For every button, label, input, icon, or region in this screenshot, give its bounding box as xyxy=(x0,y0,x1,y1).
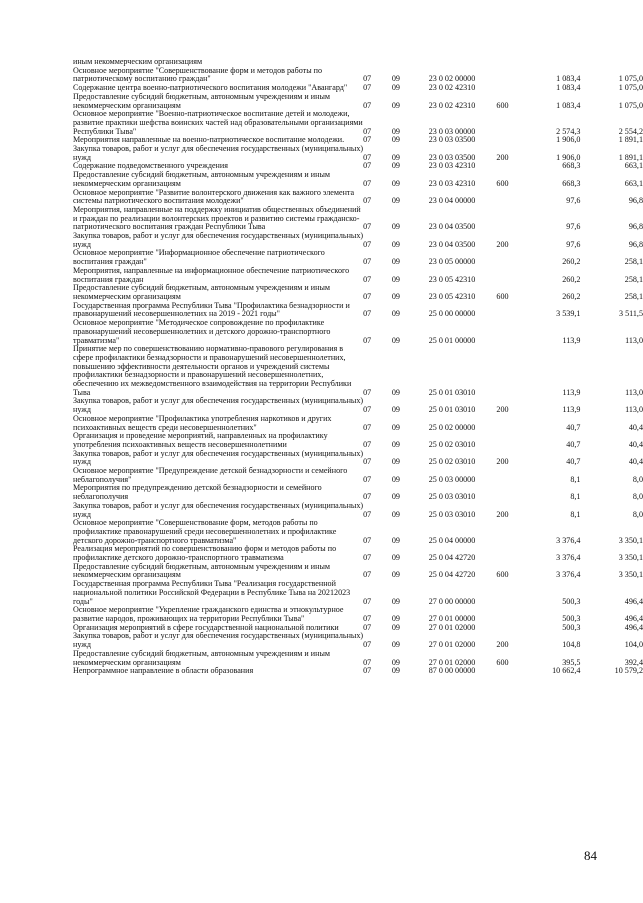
row-name-cell: Основное мероприятие "Совершенствование форм, методов работы по профилактике правонарушений среди несовершеннолетних и профилактике детского дорожно-транспортного травматизма" xyxy=(73,518,337,545)
row-section-cell: 07 xyxy=(363,622,372,632)
row-expense-type-cell xyxy=(496,545,521,562)
row-amount-approved-cell: 500,3 xyxy=(562,596,581,606)
row-amount-executed-cell: 113,0 xyxy=(625,387,643,397)
row-section-cell: 07 xyxy=(363,274,372,284)
row-section-cell: 07 xyxy=(363,422,372,432)
table-row xyxy=(73,467,643,484)
row-amount-executed-cell: 496,4 xyxy=(624,614,643,623)
row-amount-approved-cell: 1 083,4 xyxy=(556,83,581,93)
row-section-cell: 07 xyxy=(363,439,372,449)
row-expense-type-cell xyxy=(496,84,521,93)
row-amount-approved-cell: 40,7 xyxy=(566,439,581,449)
row-amount-executed-cell: 1 891,1 xyxy=(618,135,643,145)
table-row xyxy=(73,284,643,301)
table-row xyxy=(73,545,643,562)
row-amount-executed-cell: 663,1 xyxy=(624,161,643,171)
row-subsection-cell: 09 xyxy=(391,274,400,284)
row-expense-type-cell: 200 xyxy=(496,405,509,415)
row-expense-type-cell xyxy=(496,58,521,67)
row-amount-executed-cell: 8,0 xyxy=(632,509,643,519)
row-target-article-cell: 23 0 02 42310 xyxy=(428,100,476,110)
row-section-cell: 07 xyxy=(363,100,372,110)
row-name-cell: Предоставление субсидий бюджетным, автономным учреждениям и иным некоммерческим организациям xyxy=(73,648,331,667)
row-expense-type-cell xyxy=(496,606,521,623)
row-amount-executed-cell: 3 350,1 xyxy=(618,570,643,580)
row-subsection-cell: 09 xyxy=(391,596,400,606)
row-name-cell: Мероприятия направленные на военно-патриотическое воспитание молодежи. xyxy=(73,135,345,145)
row-amount-approved-cell: 3 539,1 xyxy=(556,309,581,319)
row-target-article-cell: 23 0 02 00000 xyxy=(428,74,476,84)
row-subsection-cell: 09 xyxy=(391,161,400,171)
row-expense-type-cell xyxy=(496,206,521,232)
row-subsection-cell: 09 xyxy=(391,614,400,623)
table-row xyxy=(73,319,643,345)
row-section-cell: 07 xyxy=(363,161,372,171)
row-subsection-cell: 09 xyxy=(391,535,400,545)
row-name-cell: Предоставление субсидий бюджетным, автономным учреждениям и иным некоммерческим организациям xyxy=(73,170,331,188)
row-amount-approved-cell: 668,3 xyxy=(562,178,581,188)
row-subsection-cell: 09 xyxy=(391,335,400,345)
row-amount-approved-cell: 97,6 xyxy=(566,239,581,249)
row-expense-type-cell xyxy=(496,249,521,266)
row-target-article-cell: 25 0 01 00000 xyxy=(428,335,476,345)
row-section-cell: 07 xyxy=(363,152,372,162)
row-amount-executed-cell: 1 075,0 xyxy=(618,100,643,110)
row-amount-approved-cell: 1 906,0 xyxy=(556,152,581,162)
row-amount-executed-cell: 40,4 xyxy=(628,439,643,449)
row-target-article-cell: 25 0 04 00000 xyxy=(428,535,476,545)
row-expense-type-cell xyxy=(496,519,521,545)
row-target-article-cell: 23 0 05 42310 xyxy=(428,291,476,301)
row-name-cell: Основное мероприятие "Информационное обеспечение патриотического воспитания граждан" xyxy=(73,248,325,267)
row-section-cell: 07 xyxy=(363,553,372,563)
row-target-article-cell: 23 0 04 00000 xyxy=(428,196,476,206)
row-target-article-cell: 25 0 03 03010 xyxy=(428,509,476,519)
row-target-article-cell: 23 0 03 42310 xyxy=(428,178,476,188)
row-amount-approved-cell: 113,9 xyxy=(562,387,581,397)
row-name-cell: Реализация мероприятий по совершенствованию форм и методов работы по профилактике детского дорожно-транспортного травматизма xyxy=(73,544,337,563)
row-target-article-cell: 27 0 01 02000 xyxy=(428,622,476,632)
row-amount-approved-cell: 260,2 xyxy=(562,257,581,267)
row-amount-approved-cell: 3 376,4 xyxy=(556,553,581,563)
row-subsection-cell: 09 xyxy=(391,291,400,301)
page-number: 84 xyxy=(584,848,597,863)
row-expense-type-cell: 200 xyxy=(496,509,509,519)
row-expense-type-cell xyxy=(496,302,521,319)
row-subsection-cell: 09 xyxy=(391,178,400,188)
row-section-cell: 07 xyxy=(363,387,372,397)
row-target-article-cell xyxy=(429,58,497,67)
row-expense-type-cell: 600 xyxy=(496,291,509,301)
row-amount-executed-cell: 10 579,2 xyxy=(614,666,643,676)
table-row xyxy=(73,580,643,606)
table-row xyxy=(73,667,643,676)
table-row xyxy=(73,632,643,649)
row-expense-type-cell: 200 xyxy=(496,152,509,162)
row-name-cell: Государственная программа Республики Тыва "Профилактика безнадзорности и правонарушений несовершеннолетних на 2019 - 2021 годы" xyxy=(73,300,350,319)
row-amount-approved-cell: 3 376,4 xyxy=(556,535,581,545)
row-section-cell: 07 xyxy=(363,257,372,267)
row-section-cell: 07 xyxy=(363,178,372,188)
row-target-article-cell: 23 0 03 42310 xyxy=(428,161,476,171)
row-expense-type-cell xyxy=(496,162,521,171)
table-row xyxy=(73,145,643,162)
row-amount-executed-cell: 40,4 xyxy=(628,422,643,432)
row-amount-executed-cell: 8,0 xyxy=(632,474,643,484)
row-subsection-cell: 09 xyxy=(391,135,400,145)
row-name-cell: Основное мероприятие "Развитие волонтерского движения как важного элемента системы патриотического воспитания молодежи" xyxy=(73,187,355,206)
row-expense-type-cell: 600 xyxy=(496,100,509,110)
row-name-cell: Основное мероприятие "Методическое сопровождение по профилактике правонарушений несовершеннолетних и детского дорожно-транспортного травматизма" xyxy=(73,318,331,345)
table-row xyxy=(73,345,643,397)
table-row xyxy=(73,267,643,284)
row-target-article-cell: 25 0 04 42720 xyxy=(428,570,476,580)
row-expense-type-cell: 200 xyxy=(496,640,509,650)
row-subsection-cell: 09 xyxy=(391,474,400,484)
row-amount-executed-cell xyxy=(580,58,643,67)
row-name-cell: Основное мероприятие "Совершенствование форм и методов работы по патриотическому воспитанию граждан" xyxy=(73,65,323,84)
row-section-cell: 07 xyxy=(363,83,372,93)
row-name-cell: Основное мероприятие "Предупреждение детской безнадзорности и семейного неблагополучия" xyxy=(73,466,348,484)
table-row xyxy=(73,606,643,623)
row-name-cell: Предоставление субсидий бюджетным, автономным учреждениям и иным некоммерческим организациям xyxy=(73,561,331,580)
row-name-cell: Закупка товаров, работ и услуг для обеспечения государственных (муниципальных) нужд xyxy=(73,631,364,650)
row-section-cell: 07 xyxy=(363,309,372,319)
row-name-cell: Государственная программа Республики Тыва "Реализация государственной национальной политики Российской Федерации в Республике Тыва на 20212023 годы" xyxy=(73,579,351,606)
row-expense-type-cell: 200 xyxy=(496,457,509,467)
row-amount-approved-cell: 40,7 xyxy=(566,422,581,432)
table-row xyxy=(73,415,643,432)
row-amount-executed-cell: 113,0 xyxy=(625,405,643,415)
table-row xyxy=(73,563,643,580)
row-amount-executed-cell: 3 511,5 xyxy=(619,309,643,319)
row-target-article-cell: 27 0 01 00000 xyxy=(428,614,476,623)
row-amount-approved-cell: 1 083,4 xyxy=(556,74,581,84)
row-target-article-cell: 23 0 05 42310 xyxy=(428,274,476,284)
row-name-cell: Закупка товаров, работ и услуг для обеспечения государственных (муниципальных) нужд xyxy=(73,144,364,162)
row-amount-executed-cell: 96,8 xyxy=(628,196,643,206)
row-target-article-cell: 27 0 01 02000 xyxy=(428,657,476,667)
row-amount-executed-cell: 3 350,1 xyxy=(618,553,643,563)
row-expense-type-cell xyxy=(496,667,521,676)
row-subsection-cell: 09 xyxy=(391,640,400,650)
row-section-cell: 07 xyxy=(363,196,372,206)
row-subsection-cell: 09 xyxy=(391,152,400,162)
row-expense-type-cell xyxy=(496,415,521,432)
row-expense-type-cell xyxy=(496,319,521,345)
row-name-cell: Закупка товаров, работ и услуг для обеспечения государственных (муниципальных) нужд xyxy=(73,396,364,415)
row-section-cell: 07 xyxy=(363,657,372,667)
row-section-cell: 07 xyxy=(363,509,372,519)
row-amount-approved-cell: 97,6 xyxy=(566,222,581,232)
row-name-cell: Основное мероприятие "Военно-патриотическое воспитание детей и молодежи, развитие практики шефства воинских частей над образовательными организациями Республики Тыва" xyxy=(73,109,363,136)
budget-table-body xyxy=(73,58,643,676)
row-section-cell: 07 xyxy=(363,666,372,676)
row-amount-approved-cell: 113,9 xyxy=(562,335,581,345)
row-expense-type-cell: 600 xyxy=(496,570,509,580)
row-amount-executed-cell: 1 075,0 xyxy=(618,74,643,84)
row-amount-approved-cell: 40,7 xyxy=(566,457,581,467)
row-target-article-cell: 23 0 04 03500 xyxy=(428,222,476,232)
table-row xyxy=(73,519,643,545)
row-section-cell: 07 xyxy=(363,457,372,467)
row-subsection-cell: 09 xyxy=(391,657,400,667)
row-expense-type-cell xyxy=(496,267,521,284)
row-section-cell: 07 xyxy=(363,135,372,145)
row-subsection-cell: 09 xyxy=(391,622,400,632)
row-expense-type-cell: 600 xyxy=(496,657,509,667)
row-target-article-cell: 25 0 01 03010 xyxy=(428,387,476,397)
row-target-article-cell: 23 0 02 42310 xyxy=(428,83,476,93)
row-name-cell: иным некоммерческим организациям xyxy=(73,57,203,66)
row-expense-type-cell xyxy=(496,110,521,136)
row-subsection-cell: 09 xyxy=(391,405,400,415)
table-row xyxy=(73,189,643,206)
table-row xyxy=(73,67,643,84)
row-name-cell: Мероприятия, направленные на информационное обеспечение патриотического воспитания граждан xyxy=(73,265,350,284)
row-name-cell: Принятие мер по совершенствованию нормативно-правового регулирования в сфере профилактики безнадзорности и правонарушений несовершеннолетних, повышению эффективности деятельности органов и учреждений системы профилактики безнадзорности и правонарушений несовершеннолетних, обеспечению их межведомственного взаимодействия на территории Республики Тыва xyxy=(73,344,352,397)
row-section-cell: 07 xyxy=(363,596,372,606)
row-subsection-cell: 09 xyxy=(391,196,400,206)
row-subsection-cell: 09 xyxy=(391,74,400,84)
row-amount-executed-cell: 258,1 xyxy=(624,257,643,267)
row-section-cell: 07 xyxy=(363,239,372,249)
table-row xyxy=(73,110,643,136)
row-subsection-cell: 09 xyxy=(391,83,400,93)
row-subsection-cell: 09 xyxy=(391,439,400,449)
row-amount-approved-cell: 260,2 xyxy=(562,291,581,301)
row-amount-executed-cell: 40,4 xyxy=(628,457,643,467)
row-amount-executed-cell: 496,4 xyxy=(624,596,643,606)
row-section-cell: 07 xyxy=(363,474,372,484)
row-section-cell: 07 xyxy=(363,570,372,580)
row-amount-approved-cell: 1 906,0 xyxy=(556,135,581,145)
row-amount-approved-cell: 8,1 xyxy=(570,509,581,519)
table-row xyxy=(73,206,643,232)
row-name-cell: Закупка товаров, работ и услуг для обеспечения государственных (муниципальных) нужд xyxy=(73,500,364,519)
row-amount-approved-cell: 2 574,3 xyxy=(556,126,581,136)
row-amount-executed-cell: 113,0 xyxy=(625,335,643,345)
row-subsection-cell: 09 xyxy=(391,126,400,136)
row-section-cell: 07 xyxy=(363,291,372,301)
row-subsection-cell: 09 xyxy=(391,570,400,580)
row-name-cell: Мероприятия, направленные на поддержку инициатив общественных объединений и граждан по реализации волонтерских проектов и развитию системы гражданско-патриотического воспитания граждан Республики Тыва xyxy=(73,204,361,232)
row-amount-executed-cell: 3 350,1 xyxy=(618,535,643,545)
table-row xyxy=(73,397,643,414)
table-row xyxy=(73,432,643,449)
table-row xyxy=(73,93,643,110)
row-target-article-cell: 87 0 00 00000 xyxy=(428,666,476,676)
row-name-cell: Организация мероприятий в сфере государственной национальной политики xyxy=(73,622,339,632)
row-name-cell: Основное мероприятие "Профилактика употребления наркотиков и других психоактивных веществ среди несовершеннолетних" xyxy=(73,413,332,432)
row-section-cell: 07 xyxy=(363,614,372,623)
table-row xyxy=(73,502,643,519)
row-expense-type-cell xyxy=(496,432,521,449)
row-expense-type-cell xyxy=(496,624,521,633)
row-expense-type-cell xyxy=(496,484,521,501)
row-amount-approved-cell: 1 083,4 xyxy=(556,100,581,110)
budget-page xyxy=(0,57,643,676)
row-amount-executed-cell: 96,8 xyxy=(628,239,643,249)
row-amount-approved-cell: 500,3 xyxy=(562,622,581,632)
row-subsection-cell xyxy=(392,58,429,67)
row-subsection-cell: 09 xyxy=(391,457,400,467)
row-target-article-cell: 23 0 03 03500 xyxy=(428,152,476,162)
row-target-article-cell: 23 0 03 00000 xyxy=(428,126,476,136)
row-amount-executed-cell: 392,4 xyxy=(624,657,643,667)
row-name-cell: Основное мероприятие "Укрепление гражданского единства и этнокультурное развитие народов, проживающих на территории Республики Тыва" xyxy=(73,605,344,623)
row-section-cell: 07 xyxy=(363,126,372,136)
row-amount-executed-cell: 96,8 xyxy=(628,222,643,232)
row-subsection-cell: 09 xyxy=(391,553,400,563)
row-name-cell: Непрограммное направление в области образования xyxy=(73,666,254,676)
row-amount-executed-cell: 104,0 xyxy=(624,640,643,650)
row-target-article-cell: 27 0 00 00000 xyxy=(428,596,476,606)
table-row xyxy=(73,450,643,467)
row-amount-approved-cell: 8,1 xyxy=(570,492,581,502)
row-amount-approved-cell xyxy=(521,58,580,67)
row-amount-approved-cell: 97,6 xyxy=(566,196,581,206)
row-target-article-cell: 25 0 03 03010 xyxy=(428,492,476,502)
row-subsection-cell: 09 xyxy=(391,100,400,110)
row-section-cell: 07 xyxy=(363,640,372,650)
row-name-cell: Организация и проведение мероприятий, направленных на профилактику употребления психоактивных веществ несовершеннолетними xyxy=(73,431,328,449)
row-amount-approved-cell: 104,8 xyxy=(562,640,581,650)
row-target-article-cell: 25 0 04 42720 xyxy=(428,553,476,563)
row-name-cell: Закупка товаров, работ и услуг для обеспечения государственных (муниципальных) нужд xyxy=(73,448,364,467)
row-amount-executed-cell: 8,0 xyxy=(632,492,643,502)
row-target-article-cell: 23 0 04 03500 xyxy=(428,239,476,249)
row-subsection-cell: 09 xyxy=(391,239,400,249)
row-amount-approved-cell: 395,5 xyxy=(562,657,581,667)
row-target-article-cell: 23 0 03 03500 xyxy=(428,135,476,145)
row-subsection-cell: 09 xyxy=(391,422,400,432)
table-row xyxy=(73,171,643,188)
row-target-article-cell: 27 0 01 02000 xyxy=(428,640,476,650)
row-expense-type-cell xyxy=(496,345,521,397)
row-name-cell: Содержание центра военно-патриотического воспитания молодежи "Авангард" xyxy=(73,83,348,93)
row-amount-approved-cell: 8,1 xyxy=(570,474,581,484)
row-section-cell: 07 xyxy=(363,335,372,345)
row-name-cell: Мероприятия по предупреждению детской безнадзорности и семейного неблагополучия xyxy=(73,483,322,502)
row-amount-executed-cell: 2 554,2 xyxy=(618,126,643,136)
row-target-article-cell: 25 0 02 00000 xyxy=(428,422,476,432)
row-expense-type-cell xyxy=(496,136,521,145)
row-subsection-cell: 09 xyxy=(391,492,400,502)
row-name-cell: Закупка товаров, работ и услуг для обеспечения государственных (муниципальных) нужд xyxy=(73,231,364,249)
row-expense-type-cell xyxy=(496,580,521,606)
row-section-cell: 07 xyxy=(363,405,372,415)
row-section-cell xyxy=(363,58,392,67)
table-row xyxy=(73,484,643,501)
row-expense-type-cell: 200 xyxy=(496,239,509,249)
row-amount-executed-cell: 1 891,1 xyxy=(618,152,643,162)
row-expense-type-cell xyxy=(496,467,521,484)
row-amount-approved-cell: 10 662,4 xyxy=(552,666,581,676)
row-expense-type-cell xyxy=(496,189,521,206)
row-amount-approved-cell: 260,2 xyxy=(562,274,581,284)
table-row xyxy=(73,302,643,319)
budget-table xyxy=(73,58,643,676)
row-subsection-cell: 09 xyxy=(391,222,400,232)
row-target-article-cell: 25 0 02 03010 xyxy=(428,439,476,449)
row-section-cell: 07 xyxy=(363,492,372,502)
row-target-article-cell: 25 0 01 03010 xyxy=(428,405,476,415)
row-amount-approved-cell: 668,3 xyxy=(562,161,581,171)
row-target-article-cell: 25 0 02 03010 xyxy=(428,457,476,467)
row-amount-executed-cell: 663,1 xyxy=(624,178,643,188)
row-section-cell: 07 xyxy=(363,222,372,232)
row-subsection-cell: 09 xyxy=(391,387,400,397)
row-section-cell: 07 xyxy=(363,74,372,84)
table-row xyxy=(73,232,643,249)
row-amount-approved-cell: 500,3 xyxy=(562,614,581,623)
row-amount-executed-cell: 258,1 xyxy=(624,291,643,301)
table-row xyxy=(73,650,643,667)
row-target-article-cell: 25 0 03 00000 xyxy=(428,474,476,484)
row-subsection-cell: 09 xyxy=(391,309,400,319)
row-subsection-cell: 09 xyxy=(391,666,400,676)
row-amount-approved-cell: 113,9 xyxy=(562,405,581,415)
row-subsection-cell: 09 xyxy=(391,257,400,267)
row-target-article-cell: 25 0 00 00000 xyxy=(428,309,476,319)
row-amount-executed-cell: 258,1 xyxy=(624,274,643,284)
row-section-cell: 07 xyxy=(363,535,372,545)
row-expense-type-cell: 600 xyxy=(496,178,509,188)
row-name-cell: Предоставление субсидий бюджетным, автономным учреждениям и иным некоммерческим организациям xyxy=(73,283,331,301)
row-amount-approved-cell: 3 376,4 xyxy=(556,570,581,580)
row-subsection-cell: 09 xyxy=(391,509,400,519)
table-row xyxy=(73,249,643,266)
row-amount-executed-cell: 1 075,0 xyxy=(618,83,643,93)
row-amount-executed-cell: 496,4 xyxy=(624,622,643,632)
row-name-cell: Предоставление субсидий бюджетным, автономным учреждениям и иным некоммерческим организациям xyxy=(73,91,331,110)
row-target-article-cell: 23 0 05 00000 xyxy=(428,257,476,267)
row-name-cell: Содержание подведомственного учреждения xyxy=(73,161,228,171)
row-expense-type-cell xyxy=(496,67,521,84)
